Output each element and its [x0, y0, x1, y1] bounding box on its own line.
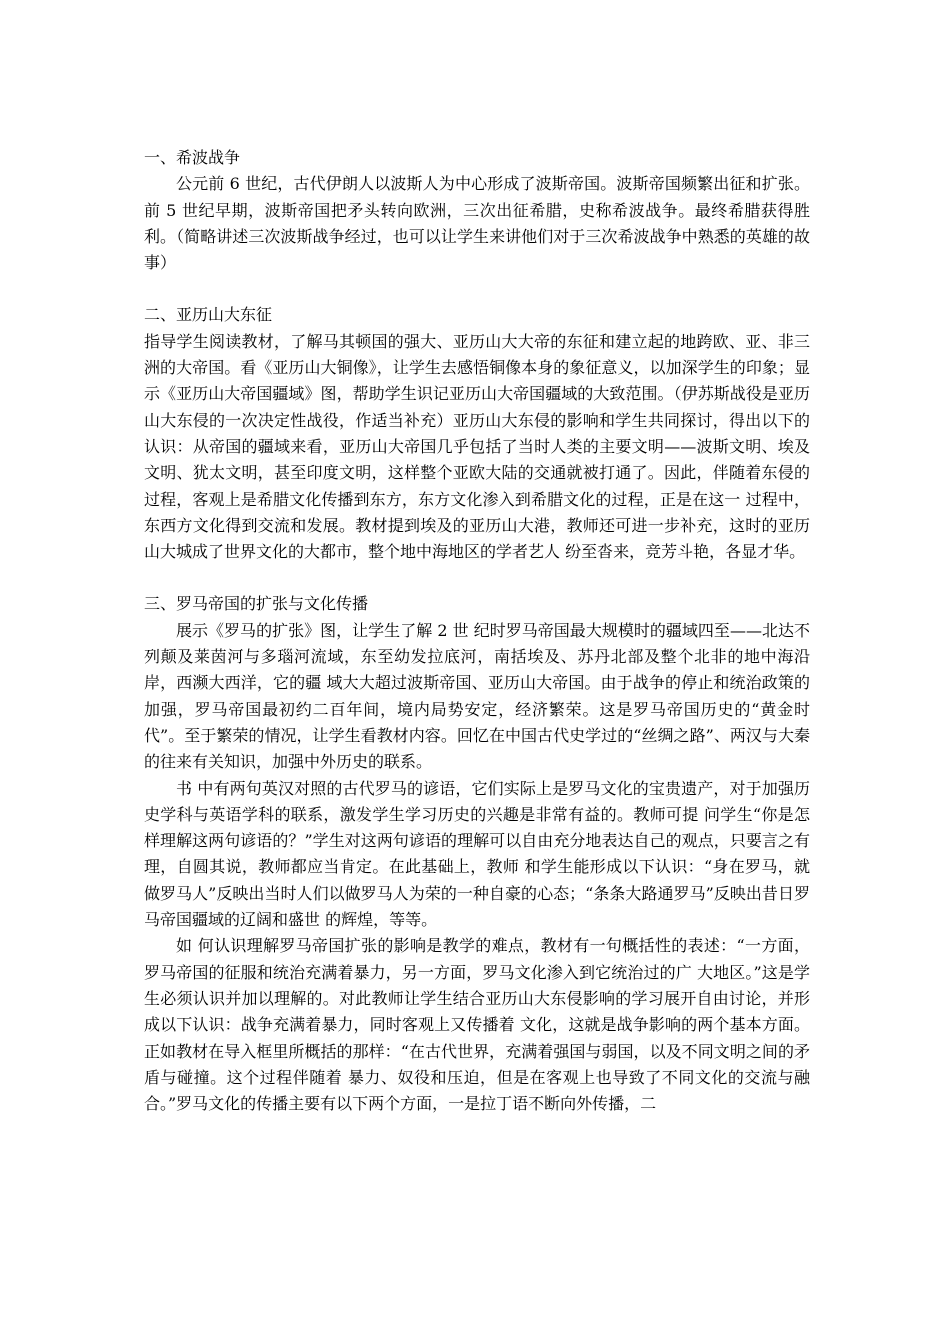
section-heading: 三、罗马帝国的扩张与文化传播 — [144, 594, 369, 614]
section-spacer — [144, 565, 810, 591]
paragraph: 展示《罗马的扩张》图，让学生了解 2 世 纪时罗马帝国最大规模时的疆域四至——北达不列颠及莱茵河与多瑙河流域，东至幼发拉底河，南括埃及、苏丹北部及整个北非的地中海沿岸，西濒大西洋，它的疆 域大大超过波斯帝国、亚历山大帝国。由于战争的停止和统治政策的加强，罗马帝国最初约二百年间，境内局势安定，经济繁荣。这是罗马帝国历史的“黄金时 代”。至于繁荣的情况，让学生看教材内容。回忆在中国古代史学过的“丝绸之路”、两汉与大秦的往来有关知识，加强中外历史的联系。 — [144, 620, 810, 772]
section-greco-persian-wars — [144, 145, 810, 276]
section-spacer — [144, 276, 810, 302]
section-roman-empire — [144, 591, 810, 1117]
paragraph: 指导学生阅读教材，了解马其顿国的强大、亚历山大大帝的东征和建立起的地跨欧、亚、非三洲的大帝国。看《亚历山大铜像》，让学生去感悟铜像本身的象征意义，以加深学生的印象；显示《亚历山大帝国疆域》图，帮助学生识记亚历山大帝国疆域的大致范围。（伊苏斯战役是亚历山大东侵的一次决定性战役，作适当补充）亚历山大东侵的影响和学生共同探讨，得出以下的认识：从帝国的疆域来看，亚历山大帝国几乎包括了当时人类的主要文明——波斯文明、埃及文明、犹太文明，甚至印度文明，这样整个亚欧大陆的交通就被打通了。因此，伴随着东侵的过程，客观上是希腊文化传播到东方，东方文化渗入到希腊文化的过程，正是在这一 过程中，东西方文化得到交流和发展。教材提到埃及的亚历山大港，教师还可进一步补充，这时的亚历山大城成了世界文化的大都市，整个地中海地区的学者艺人 纷至沓来，竞芳斗艳，各显才华。 — [144, 331, 810, 562]
section-alexander-expedition — [144, 302, 810, 565]
paragraph: 如 何认识理解罗马帝国扩张的影响是教学的难点，教材有一句概括性的表述：“一方面，罗马帝国的征服和统治充满着暴力，另一方面，罗马文化渗入到它统治过的广 大地区。”这是学生必须认识并加以理解的。对此教师让学生结合亚历山大东侵影响的学习展开自由讨论，并形成以下认识：战争充满着暴力，同时客观上又传播着 文化，这就是战争影响的两个基本方面。正如教材在导入框里所概括的那样：“在古代世界，充满着强国与弱国，以及不同文明之间的矛盾与碰撞。这个过程伴随着 暴力、奴役和压迫，但是在客观上也导致了不同文化的交流与融合。”罗马文化的传播主要有以下两个方面，一是拉丁语不断向外传播，二 — [144, 936, 810, 1114]
paragraph: 公元前 6 世纪，古代伊朗人以波斯人为中心形成了波斯帝国。波斯帝国频繁出征和扩张。前 5 世纪早期，波斯帝国把矛头转向欧洲，三次出征希腊，史称希波战争。最终希腊获得胜利。（简略讲述三次波斯战争经过，也可以让学生来讲他们对于三次希波战争中熟悉的英雄的故事） — [144, 174, 810, 273]
paragraph: 书 中有两句英汉对照的古代罗马的谚语，它们实际上是罗马文化的宝贵遗产，对于加强历史学科与英语学科的联系，激发学生学习历史的兴趣是非常有益的。教师可提 问学生“你是怎样理解这两句谚语的？”学生对这两句谚语的理解可以自由充分地表达自己的观点，只要言之有理，自圆其说，教师都应当肯定。在此基础上，教师 和学生能形成以下认识：“身在罗马，就做罗马人”反映出当时人们以做罗马人为荣的一种自豪的心态；“条条大路通罗马”反映出昔日罗马帝国疆域的辽阔和盛世 的辉煌，等等。 — [144, 778, 810, 930]
document-page — [144, 145, 810, 1117]
section-heading: 二、亚历山大东征 — [144, 305, 273, 325]
section-heading: 一、希波战争 — [144, 148, 241, 167]
